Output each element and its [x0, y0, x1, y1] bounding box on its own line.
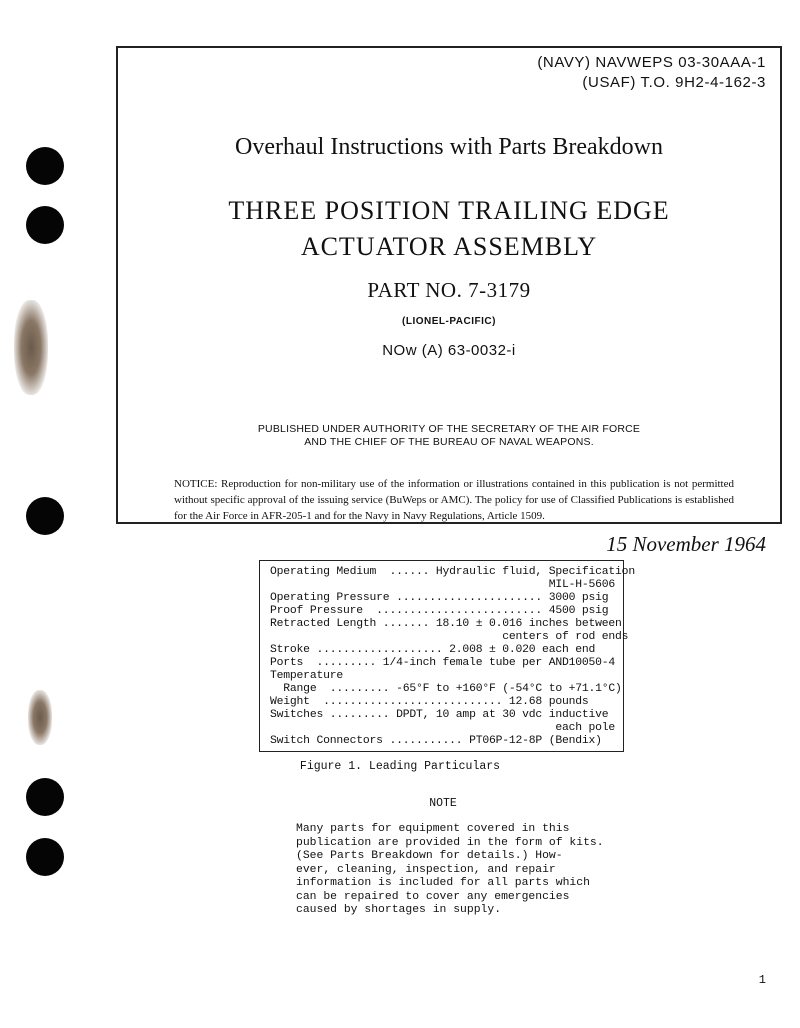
- note-body: [296, 823, 604, 918]
- punch-hole: [26, 147, 64, 185]
- manufacturer: (LIONEL-PACIFIC): [402, 316, 496, 327]
- particulars-row: MIL-H-5606: [270, 579, 616, 591]
- authority-line-1: PUBLISHED UNDER AUTHORITY OF THE SECRETARY OF THE AIR FORCE: [257, 423, 641, 435]
- particulars-row: each pole: [270, 722, 616, 734]
- particulars-row: Ports ......... 1/4-inch female tube per AND10050-4: [270, 657, 616, 669]
- reproduction-notice: NOTICE: Reproduction for non-military use of the information or illustrations contained in this publication is not permitted without specific approval of the issuing service (BuWeps or AMC). The policy for use of Classified Publications is established for the Air Force in AFR-205-1 and for the Navy in Navy Regulations, Article 1509.: [174, 478, 734, 522]
- note-line: Many parts for equipment covered in this: [296, 823, 570, 835]
- publication-date: 15 November 1964: [606, 532, 766, 556]
- leading-particulars-table: [259, 560, 635, 752]
- particulars-row: Operating Pressure ...................... 3000 psig: [270, 592, 609, 604]
- paper-stain: [14, 300, 48, 395]
- note-line: (See Parts Breakdown for details.) How-: [296, 850, 563, 862]
- note-heading: NOTE: [429, 797, 457, 810]
- particulars-row: Stroke ................... 2.008 ± 0.020 each end: [270, 644, 596, 656]
- note-line: publication are provided in the form of kits.: [296, 836, 604, 849]
- punch-hole: [26, 497, 64, 535]
- particulars-row: Switches ......... DPDT, 10 amp at 30 vdc inductive: [270, 709, 609, 721]
- punch-hole: [26, 206, 64, 244]
- note-line: caused by shortages in supply.: [296, 904, 502, 916]
- note-line: ever, cleaning, inspection, and repair: [296, 863, 556, 876]
- paper-stain: [28, 690, 52, 745]
- particulars-row: Proof Pressure ......................... 4500 psig: [270, 605, 609, 617]
- usaf-doc-number: (USAF) T.O. 9H2-4-162-3: [582, 74, 766, 91]
- navy-doc-number: (NAVY) NAVWEPS 03-30AAA-1: [537, 54, 766, 71]
- note-line: information is included for all parts which: [296, 877, 590, 889]
- particulars-row: Switch Connectors ........... PT06P-12-8P (Bendix): [270, 735, 602, 747]
- punch-hole: [26, 838, 64, 876]
- particulars-row: Range ......... -65°F to +160°F (-54°C to +71.1°C): [270, 683, 622, 695]
- particulars-row: Temperature: [270, 670, 343, 682]
- authority-line-2: AND THE CHIEF OF THE BUREAU OF NAVAL WEAPONS.: [304, 436, 594, 448]
- contract-number: NOw (A) 63-0032-i: [382, 342, 516, 359]
- page-number: 1: [758, 973, 766, 987]
- particulars-row: Weight ........................... 12.68 pounds: [270, 696, 589, 708]
- part-number: PART NO. 7-3179: [367, 278, 531, 302]
- overhaul-title: Overhaul Instructions with Parts Breakdown: [235, 134, 663, 160]
- figure-caption: Figure 1. Leading Particulars: [299, 760, 501, 773]
- particulars-row: Retracted Length ....... 18.10 ± 0.016 inches between: [270, 618, 622, 630]
- title-line-2: ACTUATOR ASSEMBLY: [300, 232, 598, 261]
- particulars-row: Operating Medium ...... Hydraulic fluid, Specification: [270, 566, 635, 578]
- note-line: can be repaired to cover any emergencies: [296, 890, 570, 903]
- cover-frame: [116, 46, 782, 524]
- title-line-1: THREE POSITION TRAILING EDGE: [228, 196, 670, 225]
- particulars-row: centers of rod ends: [270, 631, 629, 643]
